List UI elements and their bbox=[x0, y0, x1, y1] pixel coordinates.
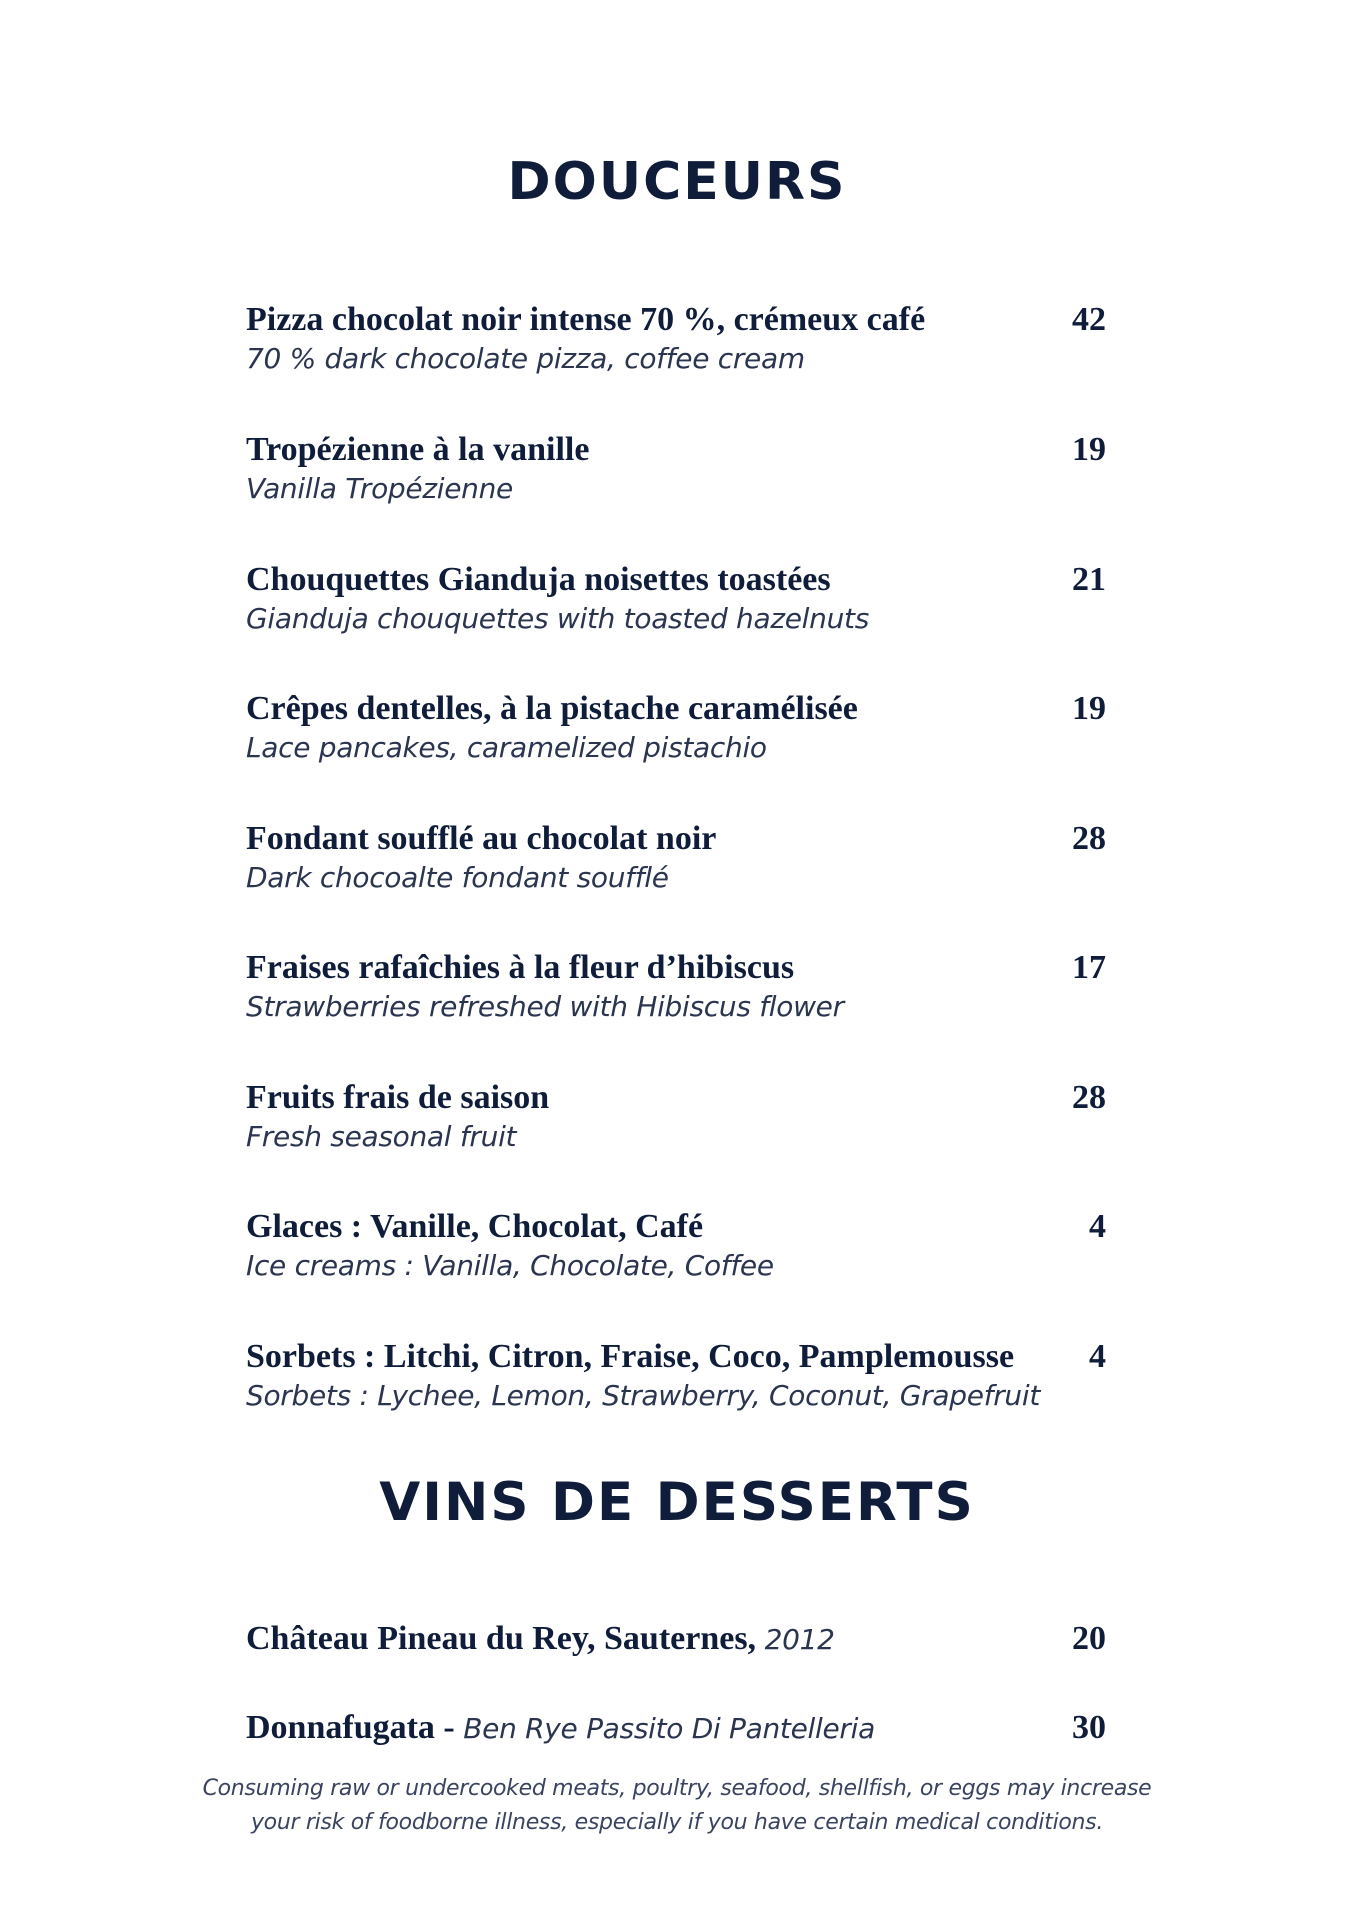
item-price: 28 bbox=[1072, 1079, 1106, 1116]
item-name: Sorbets : Litchi, Citron, Fraise, Coco, Pamplemousse bbox=[246, 1338, 1015, 1375]
wine-name: Château Pineau du Rey, Sauternes, bbox=[246, 1620, 757, 1657]
wine-name-line bbox=[246, 1619, 1036, 1660]
item-description: Ice creams : Vanilla, Chocolate, Coffee bbox=[246, 1249, 774, 1282]
dessert-wines-title: VINS DE DESSERTS bbox=[379, 1472, 975, 1533]
item-name: Pizza chocolat noir intense 70 %, crémeux café bbox=[246, 301, 926, 338]
item-name: Tropézienne à la vanille bbox=[246, 431, 590, 468]
item-price: 19 bbox=[1072, 690, 1106, 727]
item-description: Dark chocoalte fondant soufflé bbox=[246, 861, 669, 894]
item-description: 70 % dark chocolate pizza, coffee cream bbox=[246, 342, 805, 375]
food-safety-disclaimer bbox=[0, 1772, 1354, 1840]
item-price: 4 bbox=[1089, 1208, 1106, 1245]
item-name: Fruits frais de saison bbox=[246, 1079, 550, 1116]
desserts-title: DOUCEURS bbox=[507, 152, 847, 212]
item-name: Chouquettes Gianduja noisettes toastées bbox=[246, 561, 831, 598]
wine-detail: Ben Rye Passito Di Pantelleria bbox=[463, 1712, 875, 1745]
item-name: Glaces : Vanille, Chocolat, Café bbox=[246, 1208, 704, 1245]
item-name: Crêpes dentelles, à la pistache caramélisée bbox=[246, 690, 858, 727]
item-description: Lace pancakes, caramelized pistachio bbox=[246, 731, 767, 764]
item-description: Fresh seasonal fruit bbox=[246, 1120, 517, 1153]
item-name: Fraises rafaîchies à la fleur d’hibiscus bbox=[246, 949, 795, 986]
wine-price: 30 bbox=[1072, 1709, 1106, 1746]
disclaimer-line: your risk of foodborne illness, especially if you have certain medical conditions. bbox=[250, 1810, 1104, 1835]
item-price: 21 bbox=[1072, 561, 1106, 598]
item-price: 4 bbox=[1089, 1338, 1106, 1375]
item-description: Sorbets : Lychee, Lemon, Strawberry, Coconut, Grapefruit bbox=[246, 1379, 1041, 1412]
item-price: 17 bbox=[1072, 949, 1106, 986]
item-price: 28 bbox=[1072, 820, 1106, 857]
item-description: Gianduja chouquettes with toasted hazelnuts bbox=[246, 602, 869, 635]
wine-vintage: 2012 bbox=[764, 1623, 835, 1656]
wine-name: Donnafugata - bbox=[246, 1709, 455, 1746]
disclaimer-line: Consuming raw or undercooked meats, poultry, seafood, shellfish, or eggs may increase bbox=[202, 1776, 1152, 1801]
item-description: Strawberries refreshed with Hibiscus flower bbox=[246, 990, 844, 1023]
item-price: 42 bbox=[1072, 301, 1106, 338]
wine-price: 20 bbox=[1072, 1620, 1106, 1657]
wine-name-line bbox=[246, 1708, 1036, 1749]
item-price: 19 bbox=[1072, 431, 1106, 468]
item-name: Fondant soufflé au chocolat noir bbox=[246, 820, 717, 857]
item-description: Vanilla Tropézienne bbox=[246, 472, 513, 505]
